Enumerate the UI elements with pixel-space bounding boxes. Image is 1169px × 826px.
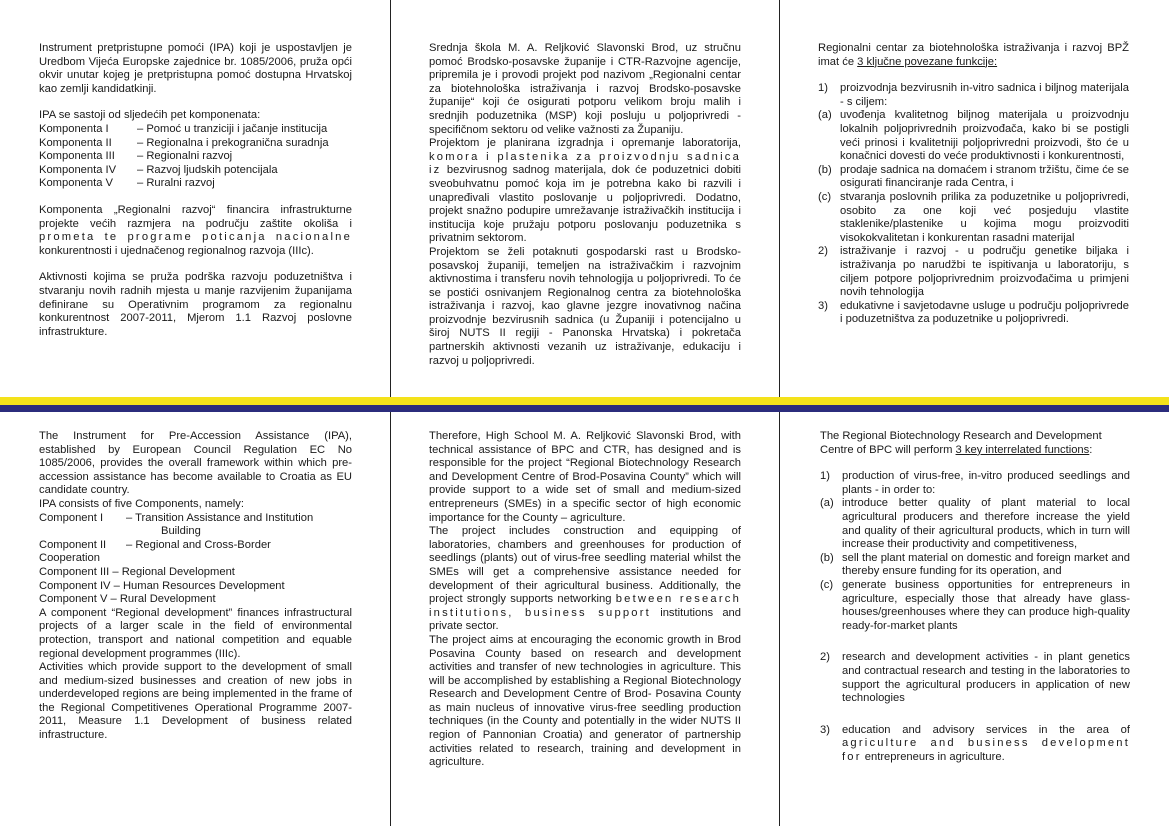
hr-component-value: – Ruralni razvoj — [137, 177, 215, 190]
list-marker: 1) — [818, 82, 828, 95]
list-text-a: education and advisory services in the area of — [842, 723, 1130, 736]
list-marker: (a) — [820, 497, 834, 510]
hr-component-row — [39, 137, 352, 151]
hr-school-paragraph: Srednja škola M. A. Reljković Slavonski Brod, uz stručnu pomoć Brodsko-posavske županije i CTR-Razvojne agencije, pripremila je i provodi projekt pod nazivom „Regionalni centar za biotehnološka istraživanja i razvoj Brodsko-posavske županije“ koji će osigurati potporu velikom broju malih i srednjih poduzetnika (MSP) koji posluju u poljoprivredi - specifičnom sektoru od velike važnosti za Županiju. — [429, 42, 741, 136]
list-marker: 3) — [820, 723, 830, 736]
en-functions-intro — [820, 430, 1130, 457]
hr-activities-paragraph: Aktivnosti kojima se pruža podrška razvoju poduzetništva i stvaranju novih radnih mjesta u manje razvijenim županijama definirane su Operativnim programom za regionalnu konkurentnost 2007-2011, Mjerom 1.1 Razvoj poslovne infrastrukture. — [39, 271, 352, 338]
hr-component-value: – Razvoj ljudskih potencijala — [137, 163, 278, 176]
list-text: istraživanje i razvoj - u području genetike biljaka i istraživanja po narudžbi te ispitivanja u laboratoriju, s ciljem potpore poljoprivrednim proizvođačima u primjeni novih tehnologija — [840, 245, 1129, 299]
en-regional-development-paragraph: A component “Regional development” finances infrastructural projects of a larger scale in the field of environmental protection, transport and national competition and equable regional development programmes (IIIc). — [39, 606, 352, 660]
hr-function-item — [818, 164, 1129, 191]
list-text: generate business opportunities for entrepreneurs in agriculture, especially those that already have glass-houses/greenhouses where they can produce high-quality ready-for-market plants — [842, 578, 1130, 632]
yellow-stripe — [0, 397, 1169, 405]
fold-line-right — [779, 0, 780, 826]
hr-component-key: Komponenta I — [39, 122, 109, 135]
list-text — [842, 724, 1130, 765]
hr-component-value: – Pomoć u tranziciji i jačanje institucija — [137, 122, 328, 135]
en-function-item — [820, 552, 1130, 579]
en-component-value: – Regional and Cross-Border — [126, 538, 271, 551]
en-components-heading: IPA consists of five Components, namely: — [39, 497, 244, 510]
hr-component-value: – Regionalna i prekogranična suradnja — [137, 136, 329, 149]
list-marker: (b) — [818, 163, 832, 176]
list-text: sell the plant material on domestic and foreign market and thereby ensure funding for its operation, and — [842, 551, 1130, 578]
hr-regional-text-a: Komponenta „Regionalni razvoj“ financira infrastrukturne projekte većih razmjera na području zaštite okoliša i — [39, 203, 352, 230]
en-component-key: Component I — [39, 511, 104, 524]
list-marker: 1) — [820, 470, 830, 483]
en-functions-colon: : — [1089, 443, 1093, 456]
list-text: introduce better quality of plant material to local agricultural producers and therefore increase the yield and quality of their agricultural products, which in turn will increase their productivity and competitiveness, — [842, 497, 1130, 551]
hr-component-row — [39, 177, 352, 191]
hr-functions-underlined: 3 ključne povezane funkcije: — [857, 55, 998, 68]
list-marker: 2) — [818, 245, 828, 258]
en-function-item — [820, 724, 1130, 765]
list-marker: (b) — [820, 551, 834, 564]
hr-component-key: Komponenta III — [39, 150, 115, 163]
hr-plan-text-b: komora i plastenika za proizvodnju sadnica iz — [429, 150, 741, 177]
list-text: edukativne i savjetodavne usluge u području poljoprivrede i poduzetništva za poduzetnike u poljoprivredi. — [840, 299, 1129, 326]
en-functions-intro-text: The Regional Biotechnology Research and Development Centre of BPC will perform — [820, 430, 1102, 456]
hr-function-item — [818, 191, 1129, 245]
en-component-row — [39, 539, 352, 553]
en-project-plan-paragraph — [429, 525, 741, 634]
navy-stripe — [0, 405, 1169, 412]
en-function-item — [820, 497, 1130, 551]
en-plan-text-b: between research institutions, business support — [429, 593, 741, 619]
hr-component-row — [39, 123, 352, 137]
list-text-b: agriculture and business development for — [842, 737, 1130, 763]
hr-project-plan-paragraph — [429, 137, 741, 246]
en-column-2 — [429, 430, 741, 770]
fold-line-left — [390, 0, 391, 826]
en-component-value-cont: Building — [161, 525, 201, 538]
en-column-3 — [820, 430, 1130, 764]
en-school-paragraph: Therefore, High School M. A. Reljković Slavonski Brod, with technical assistance of BPC and CTR, has designed and is responsible for the project “Regional Biotechnology Research and Development Centre of Brod-Posavina County” which will provide support to a wide set of small and medium-sized entrepreneurs (SMEs) in a specific sector of high economic importance for the County – agriculture. — [429, 430, 741, 524]
list-marker: (c) — [820, 578, 834, 591]
en-component-row: Component V – Rural Development — [39, 593, 216, 606]
hr-function-item — [818, 245, 1129, 299]
hr-column-3 — [818, 42, 1129, 327]
list-text: proizvodnja bezvirusnih in-vitro sadnica i biljnog materijala - s ciljem: — [840, 82, 1129, 108]
en-function-item — [820, 651, 1130, 705]
list-marker: (a) — [818, 109, 832, 122]
hr-regional-text-c: konkurentnosti i ujednačenog regionalnog razvoja (IIIc). — [39, 244, 314, 257]
list-marker: (c) — [818, 190, 832, 203]
en-function-item — [820, 470, 1130, 497]
hr-functions-intro-text: Regionalni centar za biotehnološka istraživanja i razvoj BPŽ imat će — [818, 42, 1129, 68]
en-component-value-cont: Cooperation — [39, 552, 100, 565]
en-component-row: Component IV – Human Resources Development — [39, 579, 285, 592]
en-column-1 — [39, 430, 352, 743]
hr-project-aim-paragraph: Projektom se želi potaknuti gospodarski rast u Brodsko-posavskoj županiji, temeljen na istraživačkim i razvojnim aktivnostima i transferu novih tehnologija u poljoprivredi. To će se postići osnivanjem Regionalnog centra za biotehnološka istraživanja i razvoj, kao glavne jezgre inovativnog načina proizvodnje bezvirusnih sadnica (u Županiji i potencijalno u široj NUTS II regiji - Panonska Hrvatska) i pokretača partnerskih aktivnosti vezanih uz istraživanje, edukaciju i razvoj u poljoprivredi. — [429, 245, 741, 367]
en-component-key: Component II — [39, 538, 107, 551]
hr-column-1 — [39, 42, 352, 339]
en-component-row — [39, 512, 352, 526]
list-text: uvođenja kvalitetnog biljnog materijala u proizvodnju lokalnih poljoprivrednih proizvođača, kako bi se postigli veći prinosi i kvalitetniji poljoprivredni proizvodi, što će u konačnici dovesti do veće produktivnosti i konkurentnosti, — [840, 109, 1129, 163]
hr-component-key: Komponenta V — [39, 177, 114, 190]
hr-component-row — [39, 164, 352, 178]
list-text: prodaje sadnica na domaćem i stranom tržištu, čime će se osigurati financiranje rada Centra, i — [840, 163, 1129, 190]
hr-function-item — [818, 109, 1129, 163]
en-plan-text-c: institutions and private sector. — [429, 606, 741, 633]
hr-function-item — [818, 300, 1129, 327]
hr-column-2 — [429, 42, 741, 368]
hr-plan-text-c: bezvirusnog sadnog materijala, dok će poduzetnici dobiti sveobuhvatnu pomoć koja im je potrebna kako bi razvili i unapređivali vlastito poslovanje u poljoprivredi. Dodatno, projekt snažno podupire umrežavanje istraživačkih institucija i institucija koje pružaju potporu poslovanju poduzetnika s privatnim sektorom. — [429, 164, 742, 245]
en-functions-underlined: 3 key interrelated functions — [955, 443, 1090, 456]
hr-component-key: Komponenta IV — [39, 163, 117, 176]
list-marker: 2) — [820, 651, 830, 664]
en-component-value: – Transition Assistance and Institution — [126, 511, 314, 524]
list-text: stvaranja poslovnih prilika za poduzetnike u poljoprivredi, osobito za one koji već posjeduju vlastite staklenike/plastenike u kojima mogu proizvoditi visokokvalitetan i konkurentan rasadni materijal — [840, 190, 1129, 244]
en-activities-paragraph: Activities which provide support to the development of small and medium-sized businesses and creation of new jobs in underdeveloped regions are being implemented in the frame of the Regional Competitivenes Operational Programme 2007-2011, Measure 1.1 Development of business related infrastructure. — [39, 661, 352, 742]
hr-component-value: – Regionalni razvoj — [137, 150, 233, 163]
hr-component-row — [39, 150, 352, 164]
hr-functions-intro — [818, 42, 1129, 69]
en-function-item — [820, 579, 1130, 633]
list-text: production of virus-free, in-vitro produced seedlings and plants - in order to: — [842, 470, 1130, 496]
list-marker: 3) — [818, 299, 828, 312]
hr-function-item — [818, 82, 1129, 109]
hr-components-heading: IPA se sastoji od sljedećih pet komponenata: — [39, 109, 261, 122]
hr-plan-text-a: Projektom je planirana izgradnja i opremanje laboratorija, — [429, 137, 741, 150]
en-project-aim-paragraph: The project aims at encouraging the economic growth in Brod Posavina County based on research and development activities and transfer of new technologies in agriculture. This will be accomplished by establishing a Regional Biotechnology Research and Development Centre of Brod- Posavina County as main nucleus of innovative virus-free seedling production techniques (in the County and potentially in the wider NUTS II region of Pannonian Croatia) and generator of partnership activities related to research, training and development in agriculture. — [429, 633, 741, 769]
list-text: research and development activities - in plant genetics and contractual research and testing in the laboratories to support the agricultural producers in application of new technologies — [842, 651, 1130, 705]
hr-ipa-intro: Instrument pretpristupne pomoći (IPA) koji je uspostavljen je Uredbom Vijeća Europske zajednice br. 1085/2006, pruža opći okvir unutar kojeg je pretpristupna pomoć dostupna Hrvatskoj kao zemlji kandidatkinji. — [39, 42, 352, 95]
hr-regional-development-paragraph — [39, 204, 352, 258]
en-component-row: Component III – Regional Development — [39, 565, 235, 578]
hr-component-key: Komponenta II — [39, 136, 112, 149]
en-ipa-intro: The Instrument for Pre-Accession Assistance (IPA), established by European Council Regulation EC No 1085/2006, provides the overall framework within which pre-accession assistance has become available to Croatia as EU candidate country. — [39, 430, 352, 497]
en-plan-text-a: The project includes construction and equipping of laboratories, chambers and greenhouses for production of seedlings (plants) out of virus-free seedling material whilst the SMEs will get a comprehensive assistance needed for development of their agricultural business. Additionally, the project strongly supports networking — [429, 525, 741, 606]
list-text-c: entrepreneurs in agriculture. — [864, 750, 1005, 763]
hr-regional-text-b: prometa te programe poticanja nacionalne — [39, 231, 352, 244]
